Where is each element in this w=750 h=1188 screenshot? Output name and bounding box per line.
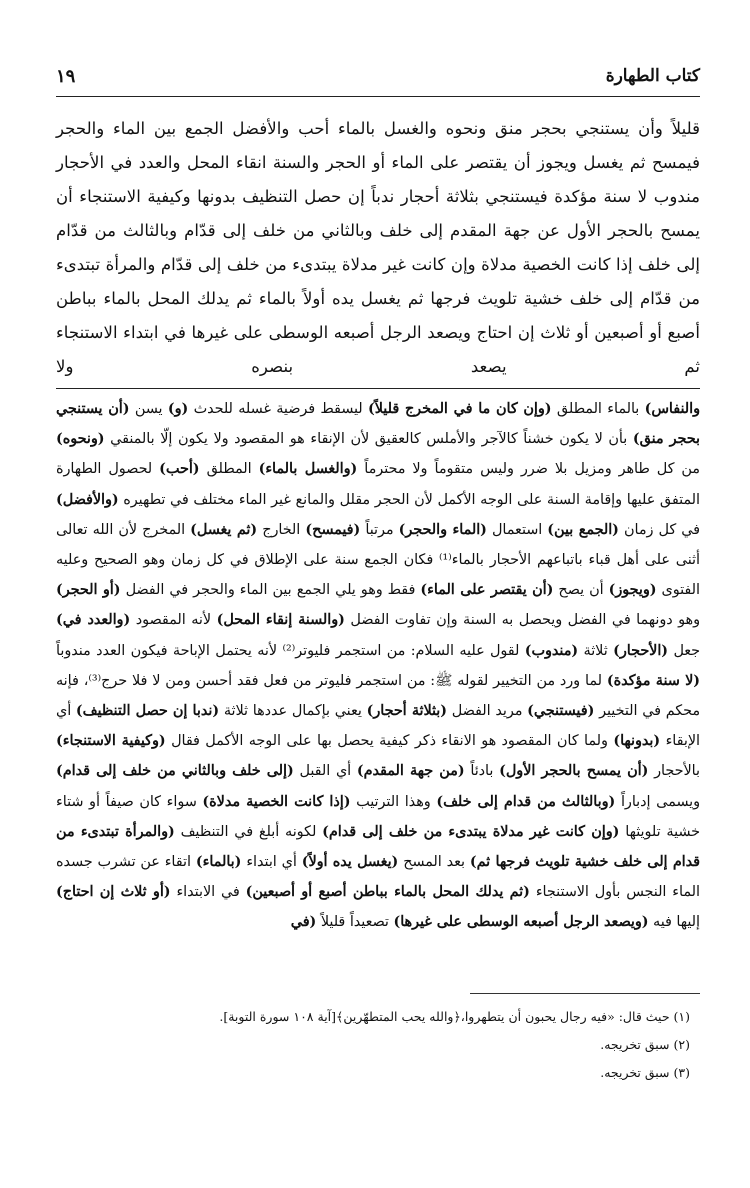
quoted-matn-segment: (وكيفية الاستنجاء) (56, 733, 166, 750)
footnote-3: (٣) سبق تخريجه. (600, 1065, 690, 1080)
footnote-1: (١) حيث قال: «فيه رجال يحبون أن يتطهروا،﴿والله يحب المتطهّرين﴾[آية ١٠٨ سورة التوبة]. (219, 1009, 690, 1024)
page-header (56, 62, 700, 96)
quoted-matn-segment: (من جهة المقدم) (356, 763, 465, 780)
quoted-matn-segment: (الجمع بين) (547, 521, 619, 538)
quoted-matn-segment: (أحب) (159, 461, 200, 478)
commentary-segment: يعني بإكمال عددها ثلاثة (219, 703, 367, 720)
commentary-paragraph (56, 394, 700, 938)
commentary-segment: ثلاثة (578, 642, 614, 659)
commentary-segment: في الابتداء (170, 884, 246, 901)
quoted-matn-segment: (والأفضل) (56, 491, 119, 508)
quoted-matn-segment: (إلى خلف وبالثاني من خلف إلى قدام) (56, 763, 294, 780)
quoted-matn-segment: (و) (167, 401, 189, 417)
commentary-segment: لأنه يحتمل الإباحة فيكون العدد مندوباً (56, 642, 283, 659)
commentary-segment: بالماء المطلق (551, 401, 645, 417)
main-text (56, 112, 700, 384)
quoted-matn-segment: (فيستنجي) (527, 703, 595, 720)
commentary-segment: بأن لا يكون خشناً كالآجر والأملس كالعقيق لأن الإنقاء هو المقصود ولا يكون إلّا بالمنقي (104, 431, 633, 448)
commentary-segment: المخرج لأن الله تعالى أثنى على أهل قباء باتباعهم الأحجار بالماء (56, 521, 700, 569)
commentary-segment: ويسمى إدباراً (615, 793, 700, 810)
commentary-segment: ⁽³⁾ (88, 672, 102, 689)
quoted-matn-segment: (ونحوه) (56, 431, 105, 448)
commentary-segment: أي القبل (293, 763, 357, 780)
commentary-segment: ولما كان المقصود هو الانقاء ذكر كيفية يحصل بها على الوجه الأكمل فقال (165, 733, 614, 750)
quoted-matn-segment: (أن يستنجي بحجر منق) (56, 401, 700, 448)
quoted-matn-segment: (وبالثالث من قدام إلى خلف) (436, 793, 616, 810)
footnotes (56, 1003, 690, 1087)
quoted-matn-segment: (ندبا إن حصل التنظيف) (75, 703, 220, 720)
commentary-segment: لقول عليه السلام: من استجمر فليوتر (295, 642, 525, 659)
commentary-segment: استعمال (486, 521, 548, 538)
quoted-matn-segment: (أن يقتصر على الماء) (420, 582, 554, 599)
quoted-matn-segment: (بالماء) (195, 854, 242, 871)
quoted-matn-segment: (الأحجار) (613, 642, 669, 659)
commentary-segment: تصعيداً قليلاً (316, 914, 394, 931)
commentary-segment: أي ابتداء (241, 854, 302, 871)
commentary-segment: بعد المسح (398, 854, 470, 871)
quoted-matn-segment: (والسنة إنقاء المحل) (216, 612, 345, 629)
quoted-matn-segment: (في (290, 914, 317, 931)
quoted-matn-segment: (بدونها) (613, 733, 661, 750)
quoted-matn-segment: (وإن كان ما في المخرج قليلاً) (368, 401, 552, 417)
quoted-matn-segment: (والغسل بالماء) (258, 461, 358, 478)
quoted-matn-segment: (فيمسح) (305, 521, 361, 538)
commentary-segment: ليسقط فرضية غسله للحدث (188, 401, 368, 417)
commentary-segment: في كل زمان (618, 521, 700, 538)
quoted-matn-segment: (إذا كانت الخصية مدلاة) (202, 793, 351, 810)
commentary-segment: لكونه أبلغ في التنظيف (174, 823, 323, 840)
commentary-segment: لأنه المقصود (130, 612, 217, 629)
commentary-segment: بالأحجار (648, 763, 700, 780)
commentary-segment: لما ورد من التخيير لقوله ﷺ: من استجمر فليوتر من فعل فقد أحسن ومن لا فلا حرج (101, 672, 607, 689)
quoted-matn-segment: (والمرأة تبتدىء من قدام إلى خلف خشية تلويث فرجها ثم) (56, 823, 700, 871)
commentary-segment: إليها فيه (648, 914, 700, 931)
commentary-segment: أي الإبقاء (56, 703, 700, 750)
quoted-matn-segment: (وإن كانت غير مدلاة يبتدىء من خلف إلى قدام) (322, 823, 620, 840)
quoted-matn-segment: (يغسل يده أولاً) (301, 854, 399, 871)
commentary-segment: الخارج (257, 521, 306, 538)
commentary-segment: مرتباً (360, 521, 399, 538)
commentary-segment: سواء كان صيفاً أو شتاء خشية تلويثها (56, 793, 701, 840)
commentary-segment: يسن (129, 401, 168, 417)
quoted-matn-segment: (مندوب) (524, 642, 579, 659)
quoted-matn-segment: (ثم يدلك المحل بالماء بباطن أصبع أو أصبعين) (245, 884, 530, 901)
quoted-matn-segment: (أن يمسح بالحجر الأول) (499, 763, 649, 780)
commentary-segment: فقط وهو يلي الجمع بين الماء والحجر في الفضل (120, 582, 421, 599)
quoted-matn-segment: (أو ثلاث إن احتاج) (56, 884, 171, 901)
commentary-segment: بادئاً (464, 763, 500, 780)
quoted-matn-segment: (لا سنة مؤكدة) (606, 672, 700, 689)
commentary-segment: جعل (668, 642, 701, 659)
footnote-2: (٢) سبق تخريجه. (600, 1037, 690, 1052)
commentary-segment: ⁽¹⁾ (439, 552, 452, 569)
quoted-matn-segment: (بثلاثة أحجار) (366, 703, 448, 720)
main-text-paragraph: قليلاً وأن يستنجي بحجر منق ونحوه والغسل بالماء أحب والأفضل الجمع بين الماء والحجر فيمسح ثم يغسل ويجوز أن يقتصر على الماء أو الحجر والسنة انقاء المحل والعدد في الأحجار مندوب لا سنة مؤكدة فيستنجي بثلاثة أحجار ندباً إن حصل التنظيف بدونها وكيفية الاستنجاء أن يمسح بالحجر الأول عن جهة المقدم إلى خلف وبالثاني من خلف إلى قدّام وبالثالث من قدّام إلى خلف إذا كانت الخصية مدلاة وإن كانت غير مدلاة يبتدىء من خلف إلى قدّام والمرأة تبتدىء من قدّام إلى خلف خشية تلويث فرجها ثم يغسل يده أولاً بالماء ثم يدلك المحل بالماء بباطن أصبع أو أصبعين أو ثلاث إن احتاج ويصعد الرجل أصبعه الوسطى على غيرها في ابتداء الاستنجاء ثم يصعد بنصره ولا (56, 119, 700, 376)
commentary-text (56, 394, 700, 972)
header-rule (56, 96, 700, 97)
commentary-segment: من كل طاهر ومزيل بلا ضرر وليس متقوماً ولا محترماً (357, 461, 700, 478)
page-number: ١٩ (56, 66, 76, 87)
commentary-segment: وهو دونهما في الفضل ويحصل به السنة وإن تفاوت الفضل (344, 612, 700, 629)
quoted-matn-segment: (ويصعد الرجل أصبعه الوسطى على غيرها) (393, 914, 649, 931)
quoted-matn-segment: والنفاس) (644, 401, 700, 417)
quoted-matn-segment: (ويجوز) (608, 582, 657, 599)
quoted-matn-segment: (والعدد في) (56, 612, 131, 629)
commentary-segment: ، فإنه محكم في التخيير (56, 672, 701, 720)
quoted-matn-segment: (أو الحجر) (56, 582, 121, 599)
commentary-segment: ⁽²⁾ (282, 642, 296, 659)
footnote-separator (470, 993, 700, 994)
quoted-matn-segment: (ثم يغسل) (190, 521, 258, 538)
commentary-segment: اتقاء عن تشرب جسده الماء النجس بأول الاستنجاء (56, 854, 700, 901)
commentary-segment: أن يصح (553, 582, 609, 599)
quoted-matn-segment: (الماء والحجر) (398, 521, 487, 538)
commentary-segment: المطلق (199, 461, 259, 478)
commentary-segment: مريد الفضل (447, 703, 528, 720)
running-title: كتاب الطهارة (605, 66, 700, 86)
commentary-segment: لحصول الطهارة المتفق عليها وإقامة السنة على الوجه الأكمل لأن الحجر مقلل والمانع غير الماء مختلف في تطهيره (56, 461, 700, 508)
commentary-segment: وهذا الترتيب (350, 793, 437, 810)
commentary-separator (56, 388, 700, 389)
commentary-segment: فكان الجمع سنة على الإطلاق في كل زمان وهو الصحيح وعليه الفتوى (56, 552, 700, 599)
